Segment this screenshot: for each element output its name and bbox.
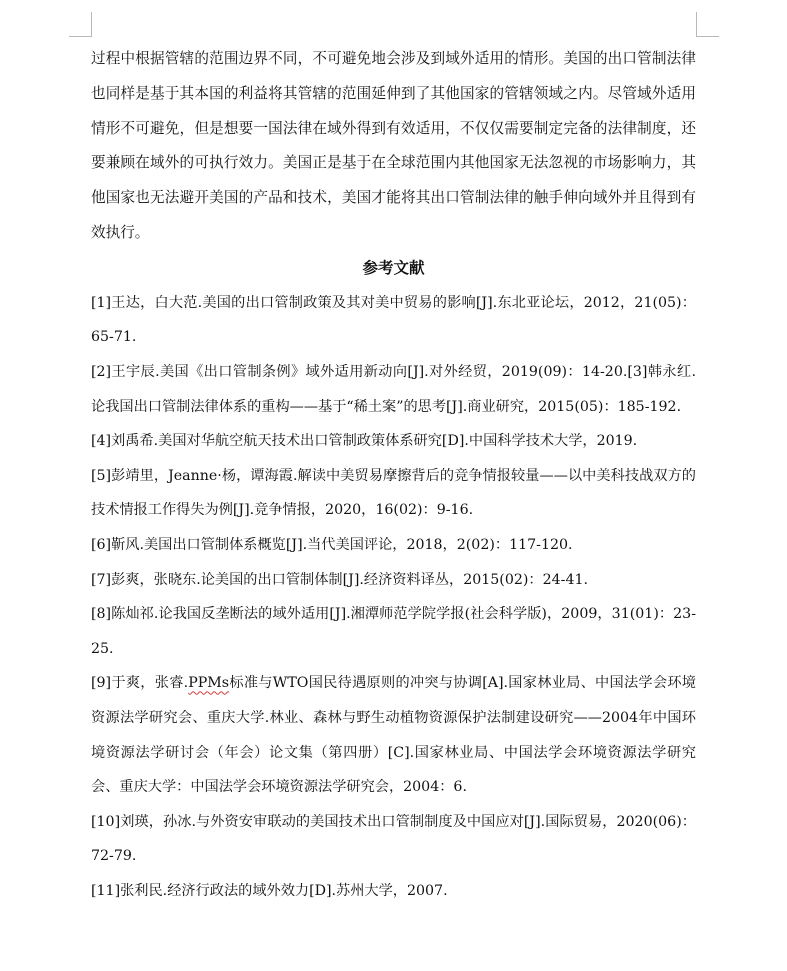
reference-item-5: [5]彭靖里，Jeanne·杨，谭海霞.解读中美贸易摩擦背后的竞争情报较量——以中美科技战双方的技术情报工作得失为例[J].竞争情报，2020，16(02)：9-16.: [91, 467, 696, 519]
reference-item-6: [6]靳风.美国出口管制体系概览[J].当代美国评论，2018，2(02)：117-120.: [91, 536, 573, 553]
spellcheck-marked-word: PPMs: [188, 675, 230, 692]
body-paragraph: 过程中根据管辖的范围边界不同，不可避免地会涉及到域外适用的情形。美国的出口管制法律也同样是基于其本国的利益将其管辖的范围延伸到了其他国家的管辖领域之内。尽管域外适用情形不可避免，但是想要一国法律在域外得到有效适用，不仅仅需要制定完备的法律制度，还要兼顾在域外的可执行效力。美国正是基于在全球范围内其他国家无法忽视的市场影响力，其他国家也无法避开美国的产品和技术，美国才能将其出口管制法律的触手伸向域外并且得到有效执行。: [91, 50, 696, 241]
reference-9-prefix: [9]于爽，张睿.: [91, 675, 189, 692]
reference-9-rest: 标准与WTO国民待遇原则的冲突与协调[A].国家林业局、中国法学会环境资源法学研究会、重庆大学.林业、森林与野生动植物资源保护法制建设研究——2004年中国环境资源法学研讨会（年会）论文集（第四册）[C].国家林业局、中国法学会环境资源法学研究会、重庆大学：中国法学会环境资源法学研究会，2004：6.: [91, 675, 696, 796]
reference-item-10: [10]刘瑛，孙冰.与外资安审联动的美国技术出口管制制度及中国应对[J].国际贸易，2020(06)：72-79.: [91, 813, 696, 865]
reference-item-11: [11]张利民.经济行政法的域外效力[D].苏州大学，2007.: [91, 882, 448, 899]
reference-list: [91, 286, 696, 909]
reference-item-4: [4]刘禹希.美国对华航空航天技术出口管制政策体系研究[D].中国科学技术大学，2019.: [91, 433, 638, 450]
reference-item-1: [1]王达，白大范.美国的出口管制政策及其对美中贸易的影响[J].东北亚论坛，2012，21(05)：65-71.: [91, 294, 696, 346]
crop-mark-top-right: [696, 12, 719, 37]
references-heading: 参考文献: [362, 258, 425, 277]
reference-item-9: [91, 666, 696, 804]
document-page: [91, 42, 696, 908]
crop-mark-top-left: [69, 12, 92, 37]
reference-item-8: [8]陈灿祁.论我国反垄断法的域外适用[J].湘潭师范学院学报(社会科学版)，2009，31(01)：23-25.: [91, 606, 696, 657]
reference-item-7: [7]彭爽，张晓东.论美国的出口管制体制[J].经济资料译丛，2015(02)：24-41.: [91, 571, 589, 588]
reference-item-2: [2]王宇辰.美国《出口管制条例》域外适用新动向[J].对外经贸，2019(09)：14-20.[3]韩永红.论我国出口管制法律体系的重构——基于“稀土案”的思考[J].商业研究，2015(05)：185-192.: [91, 363, 696, 415]
